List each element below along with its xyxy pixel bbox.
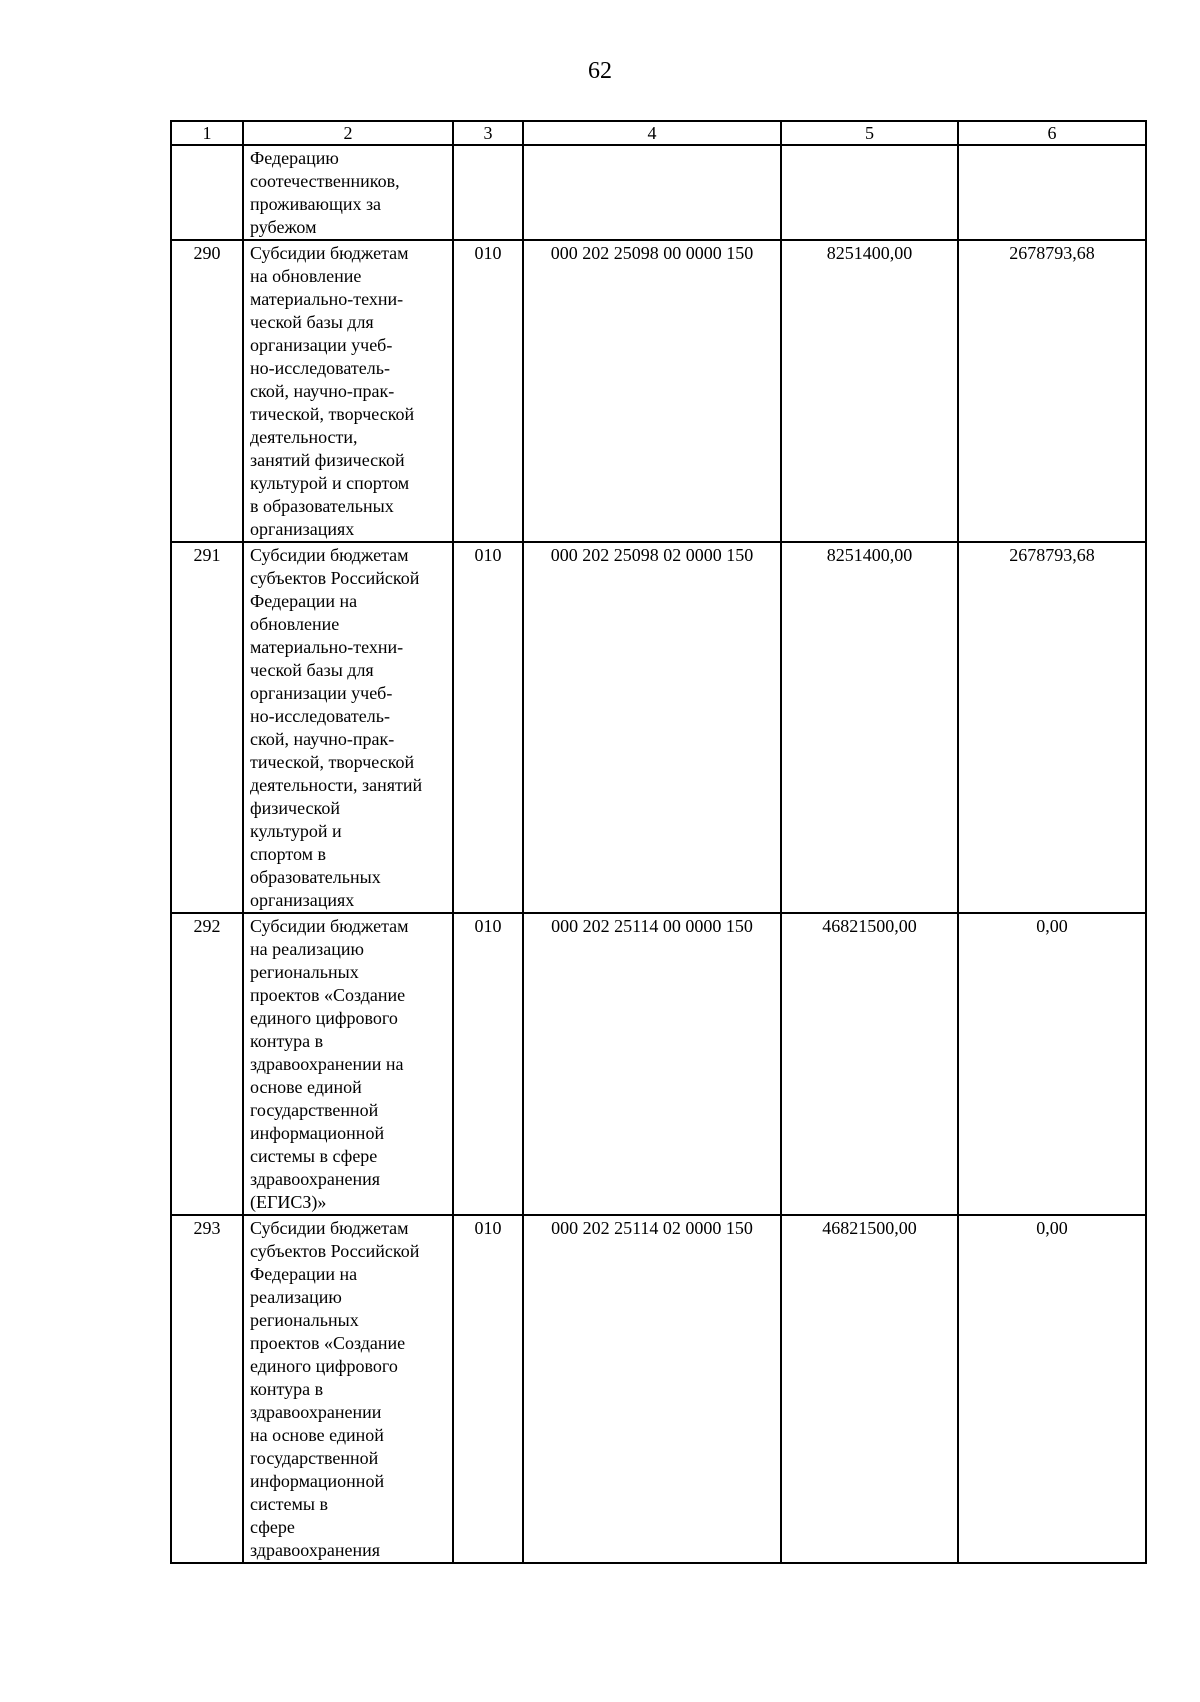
row-name-cell [243,913,453,1215]
row-name-cell [243,542,453,913]
name-line: ской, научно-прак- [250,729,395,749]
row-kbk-cell: 000 202 25114 00 0000 150 [523,913,781,1215]
row-code-cell: 010 [453,240,523,542]
name-line: на обновление [250,266,362,286]
row-amount-cell: 46821500,00 [781,1215,958,1563]
name-line: деятельности, [250,427,358,447]
row-amount-cell: 8251400,00 [781,542,958,913]
name-line: контура в [250,1031,324,1051]
name-line: ческой базы для [250,660,374,680]
name-line: единого цифрового [250,1356,398,1376]
name-line: Федерацию [250,148,339,168]
name-line: проектов «Создание [250,985,406,1005]
name-line: но-исследователь- [250,358,390,378]
row-executed-cell: 2678793,68 [958,542,1146,913]
row-executed-cell: 0,00 [958,913,1146,1215]
name-line: на реализацию [250,939,364,959]
name-line: физической [250,798,340,818]
name-line: Субсидии бюджетам [250,243,409,263]
name-line: системы в сфере [250,1146,378,1166]
row-kbk-cell: 000 202 25098 02 0000 150 [523,542,781,913]
row-number-cell: 291 [171,542,243,913]
name-line: здравоохранении [250,1402,382,1422]
table-row [171,913,1146,1215]
name-line: проживающих за [250,194,382,214]
name-line: образовательных [250,867,381,887]
header-row [171,121,1146,145]
column-header: 1 [171,121,243,145]
name-line: организациях [250,890,355,910]
row-kbk-cell: 000 202 25098 00 0000 150 [523,240,781,542]
name-line: тической, творческой [250,752,415,772]
name-line: Субсидии бюджетам [250,545,409,565]
name-line: деятельности, занятий [250,775,423,795]
name-line: Субсидии бюджетам [250,1218,409,1238]
name-line: но-исследователь- [250,706,390,726]
column-header: 2 [243,121,453,145]
name-line: материально-техни- [250,637,404,657]
name-line: информационной [250,1471,385,1491]
column-header: 6 [958,121,1146,145]
name-line: единого цифрового [250,1008,398,1028]
row-code-cell: 010 [453,1215,523,1563]
row-executed-cell [958,145,1146,240]
name-line: здравоохранении на [250,1054,404,1074]
name-line: субъектов Российской [250,1241,420,1261]
row-executed-cell: 0,00 [958,1215,1146,1563]
row-number-cell: 290 [171,240,243,542]
name-line: соотечественников, [250,171,400,191]
table-body [171,145,1146,1563]
name-line: здравоохранения [250,1169,381,1189]
column-header: 5 [781,121,958,145]
name-line: субъектов Российской [250,568,420,588]
name-line: региональных [250,962,359,982]
name-line: в образовательных [250,496,394,516]
budget-table [170,120,1147,1564]
row-code-cell [453,145,523,240]
name-line: региональных [250,1310,359,1330]
name-line: организации учеб- [250,335,393,355]
table-row [171,542,1146,913]
column-header: 3 [453,121,523,145]
name-line: культурой и [250,821,342,841]
name-line: Федерации на [250,591,358,611]
name-line: контура в [250,1379,324,1399]
row-amount-cell: 8251400,00 [781,240,958,542]
name-line: ской, научно-прак- [250,381,395,401]
name-line: организации учеб- [250,683,393,703]
name-line: на основе единой [250,1425,384,1445]
row-executed-cell: 2678793,68 [958,240,1146,542]
name-line: спортом в [250,844,327,864]
name-line: системы в [250,1494,328,1514]
name-line: тической, творческой [250,404,415,424]
name-line: (ЕГИСЗ)» [250,1192,327,1212]
name-line: обновление [250,614,340,634]
name-line: здравоохранения [250,1540,381,1560]
name-line: реализацию [250,1287,342,1307]
page-number: 62 [588,58,612,84]
name-line: занятий физической [250,450,405,470]
name-line: организациях [250,519,355,539]
table-row [171,1215,1146,1563]
row-name-cell [243,145,453,240]
name-line: основе единой [250,1077,362,1097]
row-amount-cell: 46821500,00 [781,913,958,1215]
name-line: государственной [250,1100,379,1120]
table-row [171,145,1146,240]
name-line: ческой базы для [250,312,374,332]
name-line: культурой и спортом [250,473,410,493]
row-code-cell: 010 [453,913,523,1215]
name-line: Федерации на [250,1264,358,1284]
name-line: сфере [250,1517,295,1537]
row-number-cell [171,145,243,240]
name-line: проектов «Создание [250,1333,406,1353]
row-amount-cell [781,145,958,240]
name-line: рубежом [250,217,317,237]
row-number-cell: 293 [171,1215,243,1563]
row-name-cell [243,240,453,542]
row-code-cell: 010 [453,542,523,913]
name-line: материально-техни- [250,289,404,309]
name-line: государственной [250,1448,379,1468]
row-name-cell [243,1215,453,1563]
row-kbk-cell: 000 202 25114 02 0000 150 [523,1215,781,1563]
row-kbk-cell [523,145,781,240]
name-line: Субсидии бюджетам [250,916,409,936]
column-header: 4 [523,121,781,145]
row-number-cell: 292 [171,913,243,1215]
table-row [171,240,1146,542]
name-line: информационной [250,1123,385,1143]
